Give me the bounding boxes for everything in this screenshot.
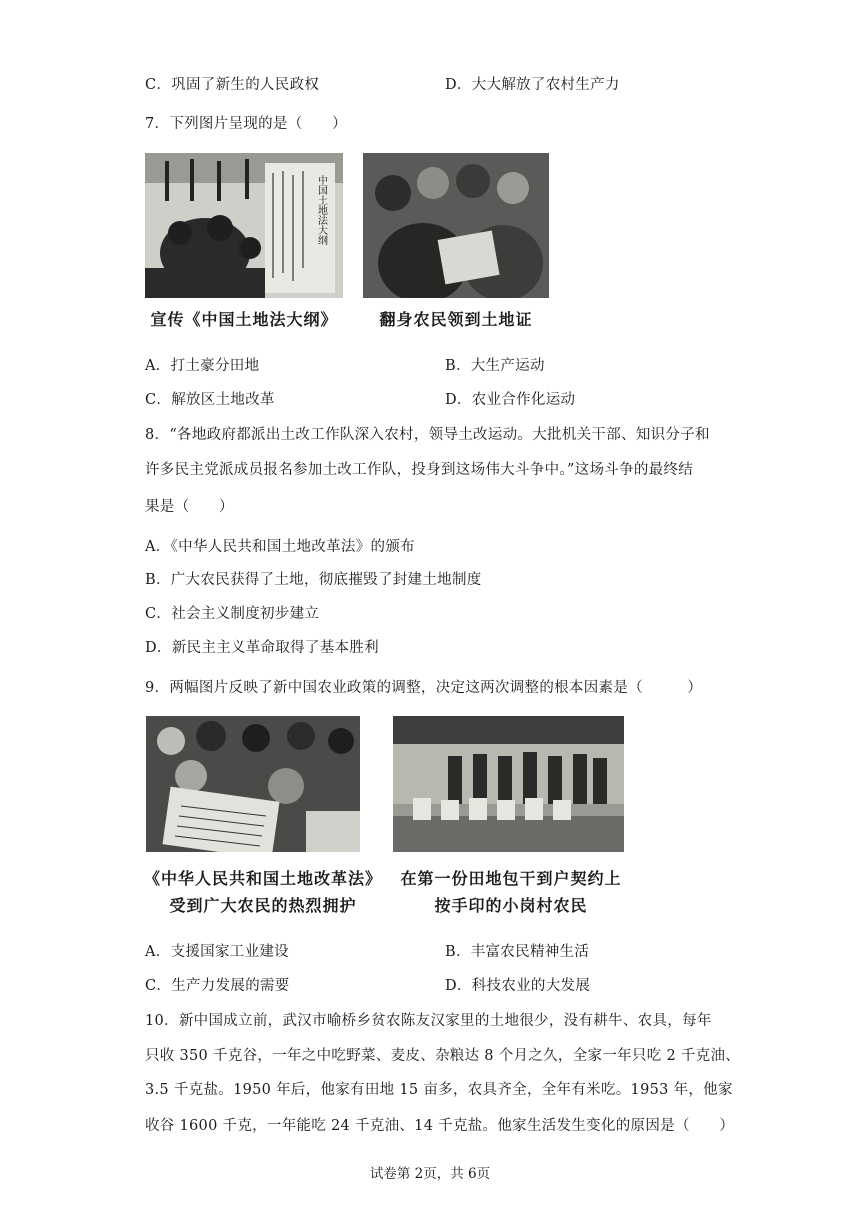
q8-stem-line2: 许多民主党派成员报名参加土改工作队，投身到这场伟大斗争中。”这场斗争的最终结 [145, 462, 694, 478]
q9-stem: 9．两幅图片反映了新中国农业政策的调整，决定这两次调整的根本因素是（ ） [145, 680, 703, 696]
q9-option-d: D．科技农业的大发展 [445, 978, 591, 994]
land-certificate-image [363, 153, 549, 298]
q10-stem-line1: 10．新中国成立前，武汉市喻桥乡贫农陈友汉家里的土地很少，没有耕牛、农具，每年 [145, 1013, 712, 1029]
q9-caption-left-line1: 《中华人民共和国土地改革法》 [143, 869, 382, 888]
page-footer: 试卷第 2页，共 6页 [369, 1166, 491, 1182]
q8-option-b: B．广大农民获得了土地，彻底摧毁了封建土地制度 [145, 572, 482, 588]
q7-caption-left: 宣传《中国土地法大纲》 [150, 310, 338, 329]
q7-option-c: C．解放区土地改革 [145, 392, 275, 408]
q8-option-d: D．新民主主义革命取得了基本胜利 [145, 640, 379, 656]
q7-caption-right: 翻身农民领到土地证 [379, 310, 533, 329]
q7-photo-land-certificate [363, 153, 549, 298]
q9-photo-land-reform-law [146, 716, 360, 852]
q9-option-b: B．丰富农民精神生活 [445, 944, 590, 960]
poster-text: 中国土地法大纲 [315, 175, 327, 245]
q9-caption-right-line1: 在第一份田地包干到户契约上 [400, 869, 622, 888]
q8-option-c: C．社会主义制度初步建立 [145, 606, 320, 622]
q7-stem: 7．下列图片呈现的是（ ） [145, 116, 347, 132]
q8-stem-line1: 8．“各地政府都派出土改工作队深入农村，领导土改运动。大批机关干部、知识分子和 [145, 427, 710, 443]
q9-caption-left-line2: 受到广大农民的热烈拥护 [169, 896, 357, 915]
xiaogang-villagers-image [393, 716, 624, 852]
q10-stem-line4: 收谷 1600 千克，一年能吃 24 千克油、14 千克盐。他家生活发生变化的原因是（ ） [145, 1118, 735, 1134]
q9-option-c: C．生产力发展的需要 [145, 978, 290, 994]
q7-option-b: B．大生产运动 [445, 358, 545, 374]
q7-option-d: D．农业合作化运动 [445, 392, 576, 408]
q7-option-a: A．打土豪分田地 [145, 358, 260, 374]
q10-stem-line3: 3.5 千克盐。1950 年后，他家有田地 15 亩多，农具齐全，全年有米吃。1953 年，他家 [145, 1082, 733, 1098]
q10-stem-line2: 只收 350 千克谷，一年之中吃野菜、麦皮、杂粮达 8 个月之久，全家一年只吃 2 千克油、 [145, 1048, 741, 1064]
q6-option-d: D．大大解放了农村生产力 [445, 77, 620, 93]
propaganda-image [145, 153, 343, 298]
q9-photo-xiaogang-villagers [393, 716, 624, 852]
q7-photo-propaganda [145, 153, 343, 298]
q9-caption-right-line2: 按手印的小岗村农民 [434, 896, 588, 915]
q8-stem-line3: 果是（ ） [145, 499, 234, 515]
land-reform-law-image [146, 716, 360, 852]
q8-option-a: A．《中华人民共和国土地改革法》的颁布 [145, 539, 415, 555]
q9-option-a: A．支援国家工业建设 [145, 944, 289, 960]
q6-option-c: C．巩固了新生的人民政权 [145, 77, 320, 93]
